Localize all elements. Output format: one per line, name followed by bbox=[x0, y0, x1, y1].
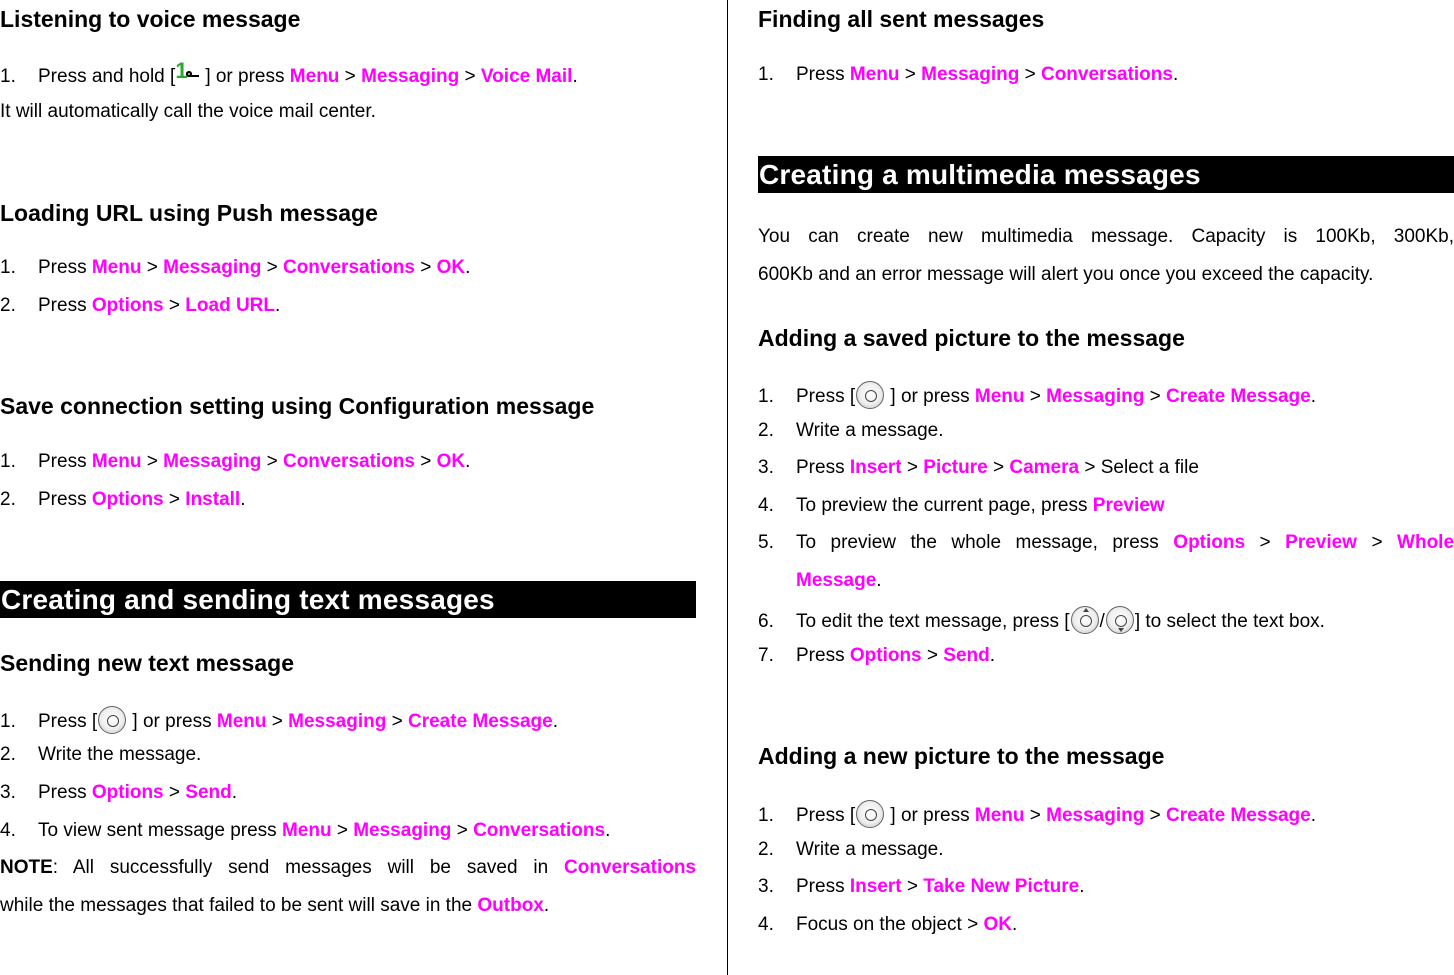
newpic-step-1: 1. Press [ ] or press Menu > Messaging > Create Message. bbox=[758, 800, 1454, 828]
outbox-label: Outbox bbox=[477, 895, 544, 916]
saved-step-7: 7. Press Options > Send. bbox=[758, 645, 996, 666]
sending-note-line-2: while the messages that failed to be sent will save in the Outbox. bbox=[0, 895, 550, 916]
conversations-label: Conversations bbox=[282, 257, 415, 278]
send-label: Send bbox=[943, 645, 990, 666]
conversations-label: Conversations bbox=[282, 451, 415, 472]
multimedia-intro-line-1: You can create new multimedia message. Capacity is 100Kb, 300Kb, bbox=[758, 226, 1454, 247]
menu-label: Menu bbox=[849, 64, 900, 85]
saved-step-5-line-1: To preview the whole message, press Options > Preview > Whole bbox=[796, 532, 1454, 553]
menu-label: Menu bbox=[289, 66, 340, 87]
ok-label: OK bbox=[983, 914, 1012, 935]
insert-label: Insert bbox=[849, 457, 902, 478]
conversations-label: Conversations bbox=[564, 857, 696, 878]
message-label: Message bbox=[796, 570, 877, 591]
sending-step-3: 3. Press Options > Send. bbox=[0, 782, 238, 803]
config-heading: Save connection setting using Configuration message bbox=[0, 393, 595, 419]
left-column bbox=[0, 0, 696, 975]
newpic-step-2: 2. Write a message. bbox=[758, 839, 944, 860]
new-picture-heading: Adding a new picture to the message bbox=[758, 743, 1165, 769]
menu-label: Menu bbox=[91, 257, 142, 278]
messaging-label: Messaging bbox=[353, 820, 452, 841]
config-step-2: 2. Press Options > Install. bbox=[0, 489, 246, 510]
center-navigation-key-icon bbox=[856, 800, 884, 828]
voice-heading: Listening to voice message bbox=[0, 6, 301, 32]
voice-note: It will automatically call the voice mail center. bbox=[0, 101, 376, 122]
saved-picture-heading: Adding a saved picture to the message bbox=[758, 325, 1185, 351]
saved-step-6: 6. To edit the text message, press [ / ] to select the text box. bbox=[758, 606, 1454, 634]
whole-label: Whole bbox=[1397, 532, 1454, 553]
push-step-1: 1. Press Menu > Messaging > Conversations > OK. bbox=[0, 257, 471, 278]
push-heading: Loading URL using Push message bbox=[0, 200, 378, 226]
voice-mail-label: Voice Mail bbox=[480, 66, 573, 87]
note-label: NOTE bbox=[0, 857, 53, 878]
conversations-label: Conversations bbox=[1040, 64, 1173, 85]
sending-step-4: 4. To view sent message press Menu > Messaging > Conversations. bbox=[0, 820, 611, 841]
down-navigation-key-icon bbox=[1106, 606, 1134, 634]
send-label: Send bbox=[185, 782, 232, 803]
messaging-label: Messaging bbox=[288, 711, 387, 732]
take-new-picture-label: Take New Picture bbox=[923, 876, 1080, 897]
voice-step-1: 1. Press and hold [ 1 ] or press Menu > Messaging > Voice Mail. bbox=[0, 58, 578, 87]
menu-label: Menu bbox=[281, 820, 332, 841]
messaging-label: Messaging bbox=[361, 66, 460, 87]
menu-label: Menu bbox=[91, 451, 142, 472]
sending-note-line-1: NOTE: All successfully send messages will be saved in Conversations bbox=[0, 857, 696, 878]
section-banner-text-messages: Creating and sending text messages bbox=[0, 581, 696, 618]
insert-label: Insert bbox=[849, 876, 902, 897]
create-message-label: Create Message bbox=[1166, 386, 1311, 407]
sending-step-2: 2. Write the message. bbox=[0, 744, 202, 765]
messaging-label: Messaging bbox=[163, 257, 262, 278]
right-column bbox=[758, 0, 1454, 975]
config-step-1: 1. Press Menu > Messaging > Conversations > OK. bbox=[0, 451, 471, 472]
finding-heading: Finding all sent messages bbox=[758, 6, 1045, 32]
newpic-step-3: 3. Press Insert > Take New Picture. bbox=[758, 876, 1085, 897]
options-label: Options bbox=[1173, 532, 1246, 553]
camera-label: Camera bbox=[1009, 457, 1080, 478]
sending-heading: Sending new text message bbox=[0, 650, 294, 676]
saved-step-1: 1. Press [ ] or press Menu > Messaging > Create Message. bbox=[758, 381, 1454, 409]
options-label: Options bbox=[91, 489, 164, 510]
saved-step-5: 5. To preview the whole message, press Options > Preview > Whole bbox=[758, 532, 1454, 553]
saved-step-2: 2. Write a message. bbox=[758, 420, 944, 441]
create-message-label: Create Message bbox=[408, 711, 553, 732]
options-label: Options bbox=[849, 645, 922, 666]
newpic-step-4: 4. Focus on the object > OK. bbox=[758, 914, 1018, 935]
preview-label: Preview bbox=[1092, 495, 1165, 516]
up-navigation-key-icon bbox=[1071, 606, 1099, 634]
voicemail-key-icon: 1 bbox=[175, 63, 205, 85]
options-label: Options bbox=[91, 295, 164, 316]
finding-step-1: 1. Press Menu > Messaging > Conversations. bbox=[758, 64, 1179, 85]
menu-label: Menu bbox=[216, 711, 267, 732]
menu-label: Menu bbox=[974, 805, 1025, 826]
menu-label: Menu bbox=[974, 386, 1025, 407]
create-message-label: Create Message bbox=[1166, 805, 1311, 826]
center-navigation-key-icon bbox=[98, 706, 126, 734]
column-divider bbox=[727, 0, 728, 975]
messaging-label: Messaging bbox=[163, 451, 262, 472]
options-label: Options bbox=[91, 782, 164, 803]
messaging-label: Messaging bbox=[921, 64, 1020, 85]
messaging-label: Messaging bbox=[1046, 805, 1145, 826]
ok-label: OK bbox=[436, 257, 466, 278]
messaging-label: Messaging bbox=[1046, 386, 1145, 407]
multimedia-intro-line-2: 600Kb and an error message will alert you once you exceed the capacity. bbox=[758, 264, 1374, 285]
push-step-2: 2. Press Options > Load URL. bbox=[0, 295, 281, 316]
ok-label: OK bbox=[436, 451, 466, 472]
install-label: Install bbox=[185, 489, 241, 510]
saved-step-3: 3. Press Insert > Picture > Camera > Select a file bbox=[758, 457, 1199, 478]
picture-label: Picture bbox=[923, 457, 988, 478]
load-url-label: Load URL bbox=[185, 295, 276, 316]
conversations-label: Conversations bbox=[473, 820, 606, 841]
sending-step-1: 1. Press [ ] or press Menu > Messaging > Create Message. bbox=[0, 706, 696, 734]
saved-step-5-line-2: Message. bbox=[796, 570, 882, 591]
preview-label: Preview bbox=[1285, 532, 1357, 553]
section-banner-multimedia: Creating a multimedia messages bbox=[758, 156, 1454, 193]
center-navigation-key-icon bbox=[856, 381, 884, 409]
saved-step-4: 4. To preview the current page, press Preview bbox=[758, 495, 1165, 516]
